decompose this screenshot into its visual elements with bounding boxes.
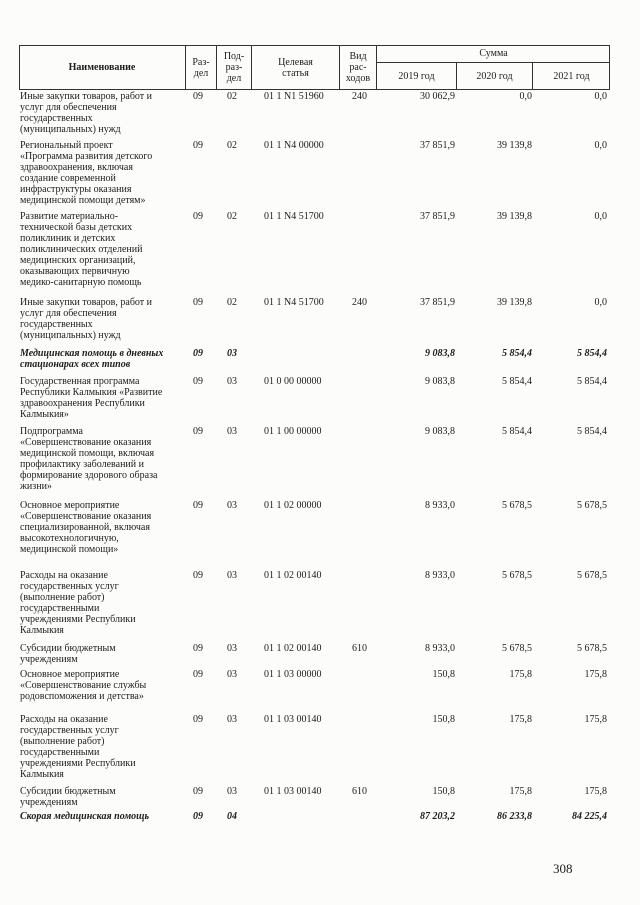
page-number: 308	[553, 861, 573, 876]
row-2019: 9 083,8	[425, 376, 455, 387]
row-2020: 39 139,8	[497, 211, 532, 222]
row-name: Подпрограмма «Совершенствование оказания медицинской помощи, включая профилактику заболеваний и формирование здорового образа жизни»	[20, 426, 158, 492]
row-name: Основное мероприятие «Совершенствование службы родовспоможения и детства»	[20, 669, 147, 702]
row-vid: 240	[352, 297, 367, 308]
row-name: Региональный проект «Программа развития детского здравоохранения, включая создание современной инфраструктуры оказания медицинской помощи детям»	[20, 140, 153, 206]
row-article: 01 1 N4 00000	[264, 140, 324, 151]
row-razdel: 09	[193, 714, 203, 725]
row-podrazdel: 03	[227, 786, 237, 797]
row-name: Расходы на оказание государственных услуг (выполнение работ) государственными учреждениями Республики Калмыкия	[20, 714, 136, 780]
header-vid: Вид рас- ходов	[345, 51, 371, 84]
row-2021: 5 854,4	[577, 376, 607, 387]
row-2021: 5 678,5	[577, 643, 607, 654]
row-article: 01 1 03 00140	[264, 714, 322, 725]
row-article: 01 0 00 00000	[264, 376, 322, 387]
row-name: Медицинская помощь в дневных стационарах всех типов	[20, 348, 164, 370]
row-razdel: 09	[193, 348, 203, 359]
row-article: 01 1 02 00000	[264, 500, 322, 511]
row-razdel: 09	[193, 140, 203, 151]
row-podrazdel: 02	[227, 91, 237, 102]
row-razdel: 09	[193, 500, 203, 511]
header-2019: 2019 год	[398, 71, 435, 82]
row-razdel: 09	[193, 786, 203, 797]
row-2020: 175,8	[509, 669, 532, 680]
row-razdel: 09	[193, 376, 203, 387]
row-2020: 5 678,5	[502, 643, 532, 654]
row-2019: 150,8	[432, 786, 455, 797]
row-2020: 5 854,4	[502, 426, 532, 437]
row-2019: 150,8	[432, 714, 455, 725]
row-podrazdel: 03	[227, 376, 237, 387]
row-razdel: 09	[193, 297, 203, 308]
table-header	[19, 45, 610, 90]
row-razdel: 09	[193, 669, 203, 680]
row-2021: 5 678,5	[577, 570, 607, 581]
row-article: 01 1 N1 51960	[264, 91, 324, 102]
row-article: 01 1 02 00140	[264, 643, 322, 654]
row-2019: 87 203,2	[420, 811, 455, 822]
row-2020: 0,0	[519, 91, 532, 102]
row-2020: 175,8	[509, 714, 532, 725]
row-podrazdel: 03	[227, 348, 237, 359]
header-article: Целевая статья	[278, 56, 313, 79]
row-razdel: 09	[193, 811, 203, 822]
header-summa: Сумма	[479, 48, 508, 59]
row-2021: 0,0	[594, 211, 607, 222]
row-2021: 0,0	[594, 297, 607, 308]
row-2019: 150,8	[432, 669, 455, 680]
row-podrazdel: 03	[227, 570, 237, 581]
row-podrazdel: 03	[227, 426, 237, 437]
header-name: Наименование	[68, 62, 136, 73]
row-razdel: 09	[193, 570, 203, 581]
row-name: Иные закупки товаров, работ и услуг для обеспечения государственных (муниципальных) нужд	[20, 91, 153, 135]
row-2019: 37 851,9	[420, 211, 455, 222]
row-2019: 9 083,8	[425, 426, 455, 437]
row-article: 01 1 03 00140	[264, 786, 322, 797]
row-podrazdel: 03	[227, 643, 237, 654]
row-podrazdel: 03	[227, 500, 237, 511]
row-name: Скорая медицинская помощь	[20, 811, 150, 822]
row-2021: 175,8	[584, 669, 607, 680]
row-article: 01 1 02 00140	[264, 570, 322, 581]
row-podrazdel: 02	[227, 297, 237, 308]
row-2020: 5 678,5	[502, 500, 532, 511]
header-2020: 2020 год	[476, 71, 513, 82]
row-2019: 9 083,8	[425, 348, 455, 359]
row-2019: 37 851,9	[420, 140, 455, 151]
row-name: Расходы на оказание государственных услуг (выполнение работ) государственными учреждениями Республики Калмыкия	[20, 570, 136, 636]
row-podrazdel: 03	[227, 714, 237, 725]
row-article: 01 1 N4 51700	[264, 297, 324, 308]
row-podrazdel: 02	[227, 140, 237, 151]
row-2019: 30 062,9	[420, 91, 455, 102]
row-vid: 240	[352, 91, 367, 102]
row-2019: 8 933,0	[425, 643, 455, 654]
row-2020: 5 678,5	[502, 570, 532, 581]
row-name: Субсидии бюджетным учреждениям	[20, 643, 116, 665]
row-article: 01 1 00 00000	[264, 426, 322, 437]
row-2021: 0,0	[594, 140, 607, 151]
header-podrazdel: Под- раз- дел	[223, 51, 245, 84]
row-2019: 37 851,9	[420, 297, 455, 308]
row-2020: 39 139,8	[497, 297, 532, 308]
row-name: Субсидии бюджетным учреждениям	[20, 786, 116, 808]
row-2021: 5 854,4	[577, 348, 607, 359]
row-2021: 84 225,4	[572, 811, 607, 822]
row-name: Основное мероприятие «Совершенствование оказания специализированной, включая высокотехнологичную, медицинской помощи»	[20, 500, 152, 555]
header-razdel: Раз- дел	[192, 56, 210, 79]
row-podrazdel: 03	[227, 669, 237, 680]
row-2021: 175,8	[584, 786, 607, 797]
row-name: Развитие материально- технической базы детских поликлиник и детских поликлинических отделений медицинских организаций, оказывающих первичную медико-санитарную помощь	[20, 211, 143, 288]
row-podrazdel: 04	[227, 811, 237, 822]
row-2021: 175,8	[584, 714, 607, 725]
row-article: 01 1 03 00000	[264, 669, 322, 680]
row-name: Государственная программа Республики Калмыкия «Развитие здравоохранения Республики Калмыкия»	[20, 376, 163, 420]
row-2020: 86 233,8	[497, 811, 532, 822]
row-vid: 610	[352, 786, 367, 797]
row-2019: 8 933,0	[425, 500, 455, 511]
row-razdel: 09	[193, 91, 203, 102]
row-razdel: 09	[193, 643, 203, 654]
row-2019: 8 933,0	[425, 570, 455, 581]
row-2021: 5 678,5	[577, 500, 607, 511]
row-razdel: 09	[193, 211, 203, 222]
row-2021: 5 854,4	[577, 426, 607, 437]
row-vid: 610	[352, 643, 367, 654]
row-podrazdel: 02	[227, 211, 237, 222]
row-name: Иные закупки товаров, работ и услуг для обеспечения государственных (муниципальных) нужд	[20, 297, 153, 341]
row-article: 01 1 N4 51700	[264, 211, 324, 222]
row-2020: 5 854,4	[502, 348, 532, 359]
row-2020: 39 139,8	[497, 140, 532, 151]
row-2021: 0,0	[594, 91, 607, 102]
row-razdel: 09	[193, 426, 203, 437]
row-2020: 5 854,4	[502, 376, 532, 387]
header-2021: 2021 год	[553, 71, 590, 82]
row-2020: 175,8	[509, 786, 532, 797]
